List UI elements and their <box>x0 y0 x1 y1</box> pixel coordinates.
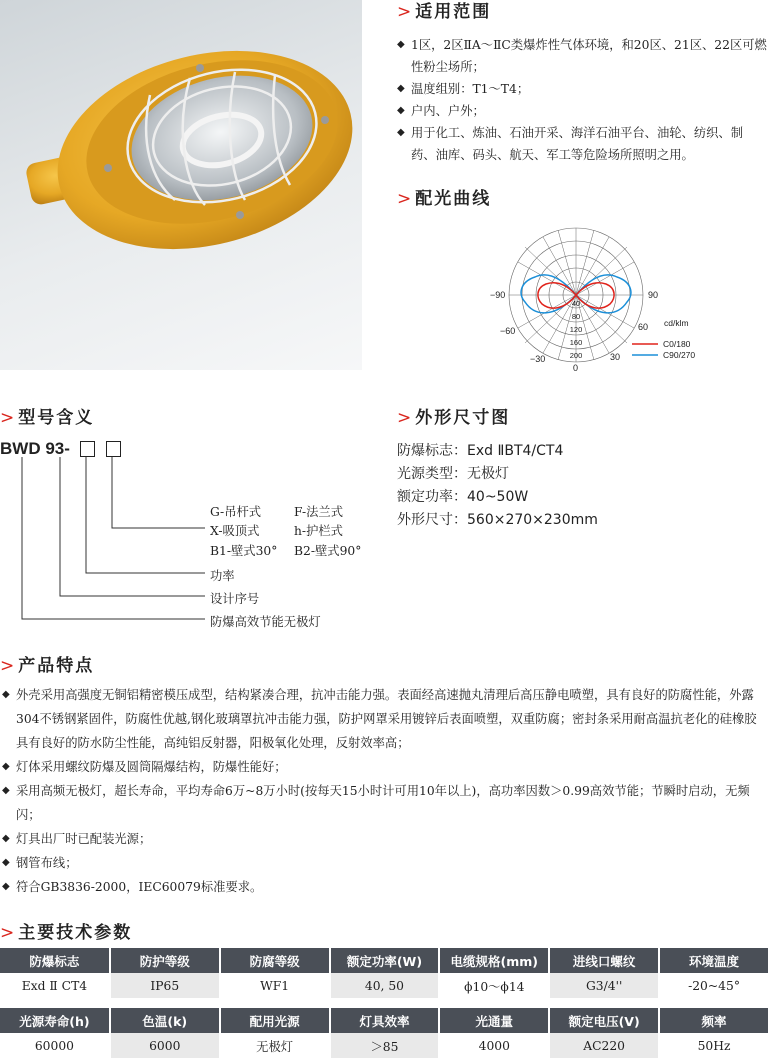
table-header-cell: 额定功率(W) <box>330 948 440 973</box>
table-cell: 4000 <box>439 1033 549 1058</box>
table-header-cell: 频率 <box>659 1008 769 1033</box>
table-row <box>0 1033 769 1058</box>
list-item: ◆ 采用高频无极灯，超长寿命，平均寿命6万~8万小时(按每天15小时计可用10年以上)，高功率因数＞0.99高效节能；节瞬时启动，无频闪； <box>2 779 768 827</box>
curve-unit: cd/klm <box>664 318 689 328</box>
table-cell: G3/4'' <box>549 973 659 998</box>
radial-label: 200 <box>569 351 583 360</box>
list-item: ◆ 符合GB3836-2000，IEC60079标准要求。 <box>2 875 768 899</box>
legend-label: C0/180 <box>663 339 691 349</box>
radial-label: 40 <box>571 299 581 308</box>
table-cell: Exd Ⅱ CT4 <box>0 973 110 998</box>
angle-label: 60 <box>638 322 649 332</box>
table-cell: 无极灯 <box>220 1033 330 1058</box>
table-header-cell: 防腐等级 <box>220 948 330 973</box>
model-name-label: 防爆高效节能无极灯 <box>210 615 321 629</box>
model-option-x: X-吸顶式 <box>210 524 260 538</box>
model-bracket-lines <box>0 455 220 630</box>
angle-label: 30 <box>610 352 621 362</box>
table-header-cell: 光源寿命(h) <box>0 1008 110 1033</box>
table-header-cell: 灯具效率 <box>330 1008 440 1033</box>
table-cell: ϕ10～ϕ14 <box>439 973 549 998</box>
table-header-cell: 色温(k) <box>110 1008 220 1033</box>
list-item: ◆ 灯具出厂时已配装光源； <box>2 827 768 851</box>
table-header-cell: 光通量 <box>439 1008 549 1033</box>
table-cell: 60000 <box>0 1033 110 1058</box>
table-row <box>0 973 769 998</box>
spec-line: 光源类型：无极灯 <box>397 466 509 482</box>
table-header-cell: 额定电压(V) <box>549 1008 659 1033</box>
features-list <box>2 683 768 899</box>
table-header-cell: 防爆标志 <box>0 948 110 973</box>
angle-label: −30 <box>530 354 546 364</box>
section-title-features: > 产品特点 <box>0 656 95 676</box>
model-design-label: 设计序号 <box>210 592 260 606</box>
model-option-b1: B1-壁式30° <box>210 544 278 558</box>
model-code: BWD 93- <box>0 439 70 458</box>
section-title-model: > 型号含义 <box>0 408 95 428</box>
spec-line: 外形尺寸：560×270×230mm <box>397 512 598 528</box>
section-title-params: > 主要技术参数 <box>0 923 133 943</box>
table-cell: WF1 <box>220 973 330 998</box>
spec-line: 防爆标志：Exd ⅡBT4/CT4 <box>397 443 564 459</box>
section-title-curve: > 配光曲线 <box>397 189 492 209</box>
angle-label: −60 <box>500 326 516 336</box>
list-item: ◆ 灯体采用螺纹防爆及圆筒隔爆结构，防爆性能好； <box>2 755 768 779</box>
table-header-cell: 配用光源 <box>220 1008 330 1033</box>
table-header-row <box>0 1008 769 1033</box>
list-item: ◆ 外壳采用高强度无铜铝精密模压成型，结构紧凑合理，抗冲击能力强。表面经高速抛丸清理后高压静电喷塑，具有良好的防腐性能，外露304不锈钢紧固件，防腐性优越,钢化玻璃罩抗冲击能力强，防护网罩采用镀锌后表面喷塑，双重防腐；密封条采用耐高温抗老化的硅橡胶具有良好的防水防尘性能，高纯铝反射器，阳极氧化处理，反射效率高； <box>2 683 768 755</box>
section-title-dims: > 外形尺寸图 <box>397 408 511 428</box>
section-title-scope: > 适用范围 <box>397 2 492 22</box>
table-cell: 50Hz <box>659 1033 769 1058</box>
table-header-cell: 防护等级 <box>110 948 220 973</box>
model-option-h: h-护栏式 <box>294 524 343 538</box>
list-item: ◆ 1区，2区ⅡA～ⅡC类爆炸性气体环境，和20区、21区、22区可燃性粉尘场所； <box>397 34 767 78</box>
angle-label: −90 <box>490 290 506 300</box>
table-cell: 40, 50 <box>330 973 440 998</box>
explosion-proof-lamp-illustration <box>0 0 362 370</box>
table-cell: -20~45° <box>659 973 769 998</box>
list-item: ◆ 用于化工、炼油、石油开采、海洋石油平台、油轮、纺织、制药、油库、码头、航天、军工等危险场所照明之用。 <box>397 122 767 166</box>
params-table-2 <box>0 1008 770 1058</box>
model-option-g: G-吊杆式 <box>210 505 262 519</box>
radial-label: 80 <box>571 312 581 321</box>
scope-list <box>397 34 767 166</box>
model-option-b2: B2-壁式90° <box>294 544 362 558</box>
table-cell: AC220 <box>549 1033 659 1058</box>
list-item: ◆ 温度组别：T1～T4； <box>397 78 767 100</box>
table-cell: IP65 <box>110 973 220 998</box>
model-option-f: F-法兰式 <box>294 505 344 519</box>
polar-light-curve <box>480 222 710 374</box>
table-header-row <box>0 948 769 973</box>
list-item: ◆ 户内、户外； <box>397 100 767 122</box>
angle-label: 0 <box>573 363 579 373</box>
spec-line: 额定功率：40~50W <box>397 489 529 505</box>
spec-lines <box>397 440 598 532</box>
radial-label: 160 <box>569 338 583 347</box>
model-power-label: 功率 <box>210 569 235 583</box>
list-item: ◆ 钢管布线； <box>2 851 768 875</box>
product-photo <box>0 0 362 370</box>
table-cell: 6000 <box>110 1033 220 1058</box>
table-header-cell: 进线口螺纹 <box>549 948 659 973</box>
angle-label: 90 <box>648 290 659 300</box>
legend-label: C90/270 <box>663 350 696 360</box>
table-header-cell: 环境温度 <box>659 948 769 973</box>
table-cell: ＞85 <box>330 1033 440 1058</box>
radial-label: 120 <box>569 325 583 334</box>
table-header-cell: 电缆规格(mm) <box>439 948 549 973</box>
params-table-1 <box>0 948 770 998</box>
